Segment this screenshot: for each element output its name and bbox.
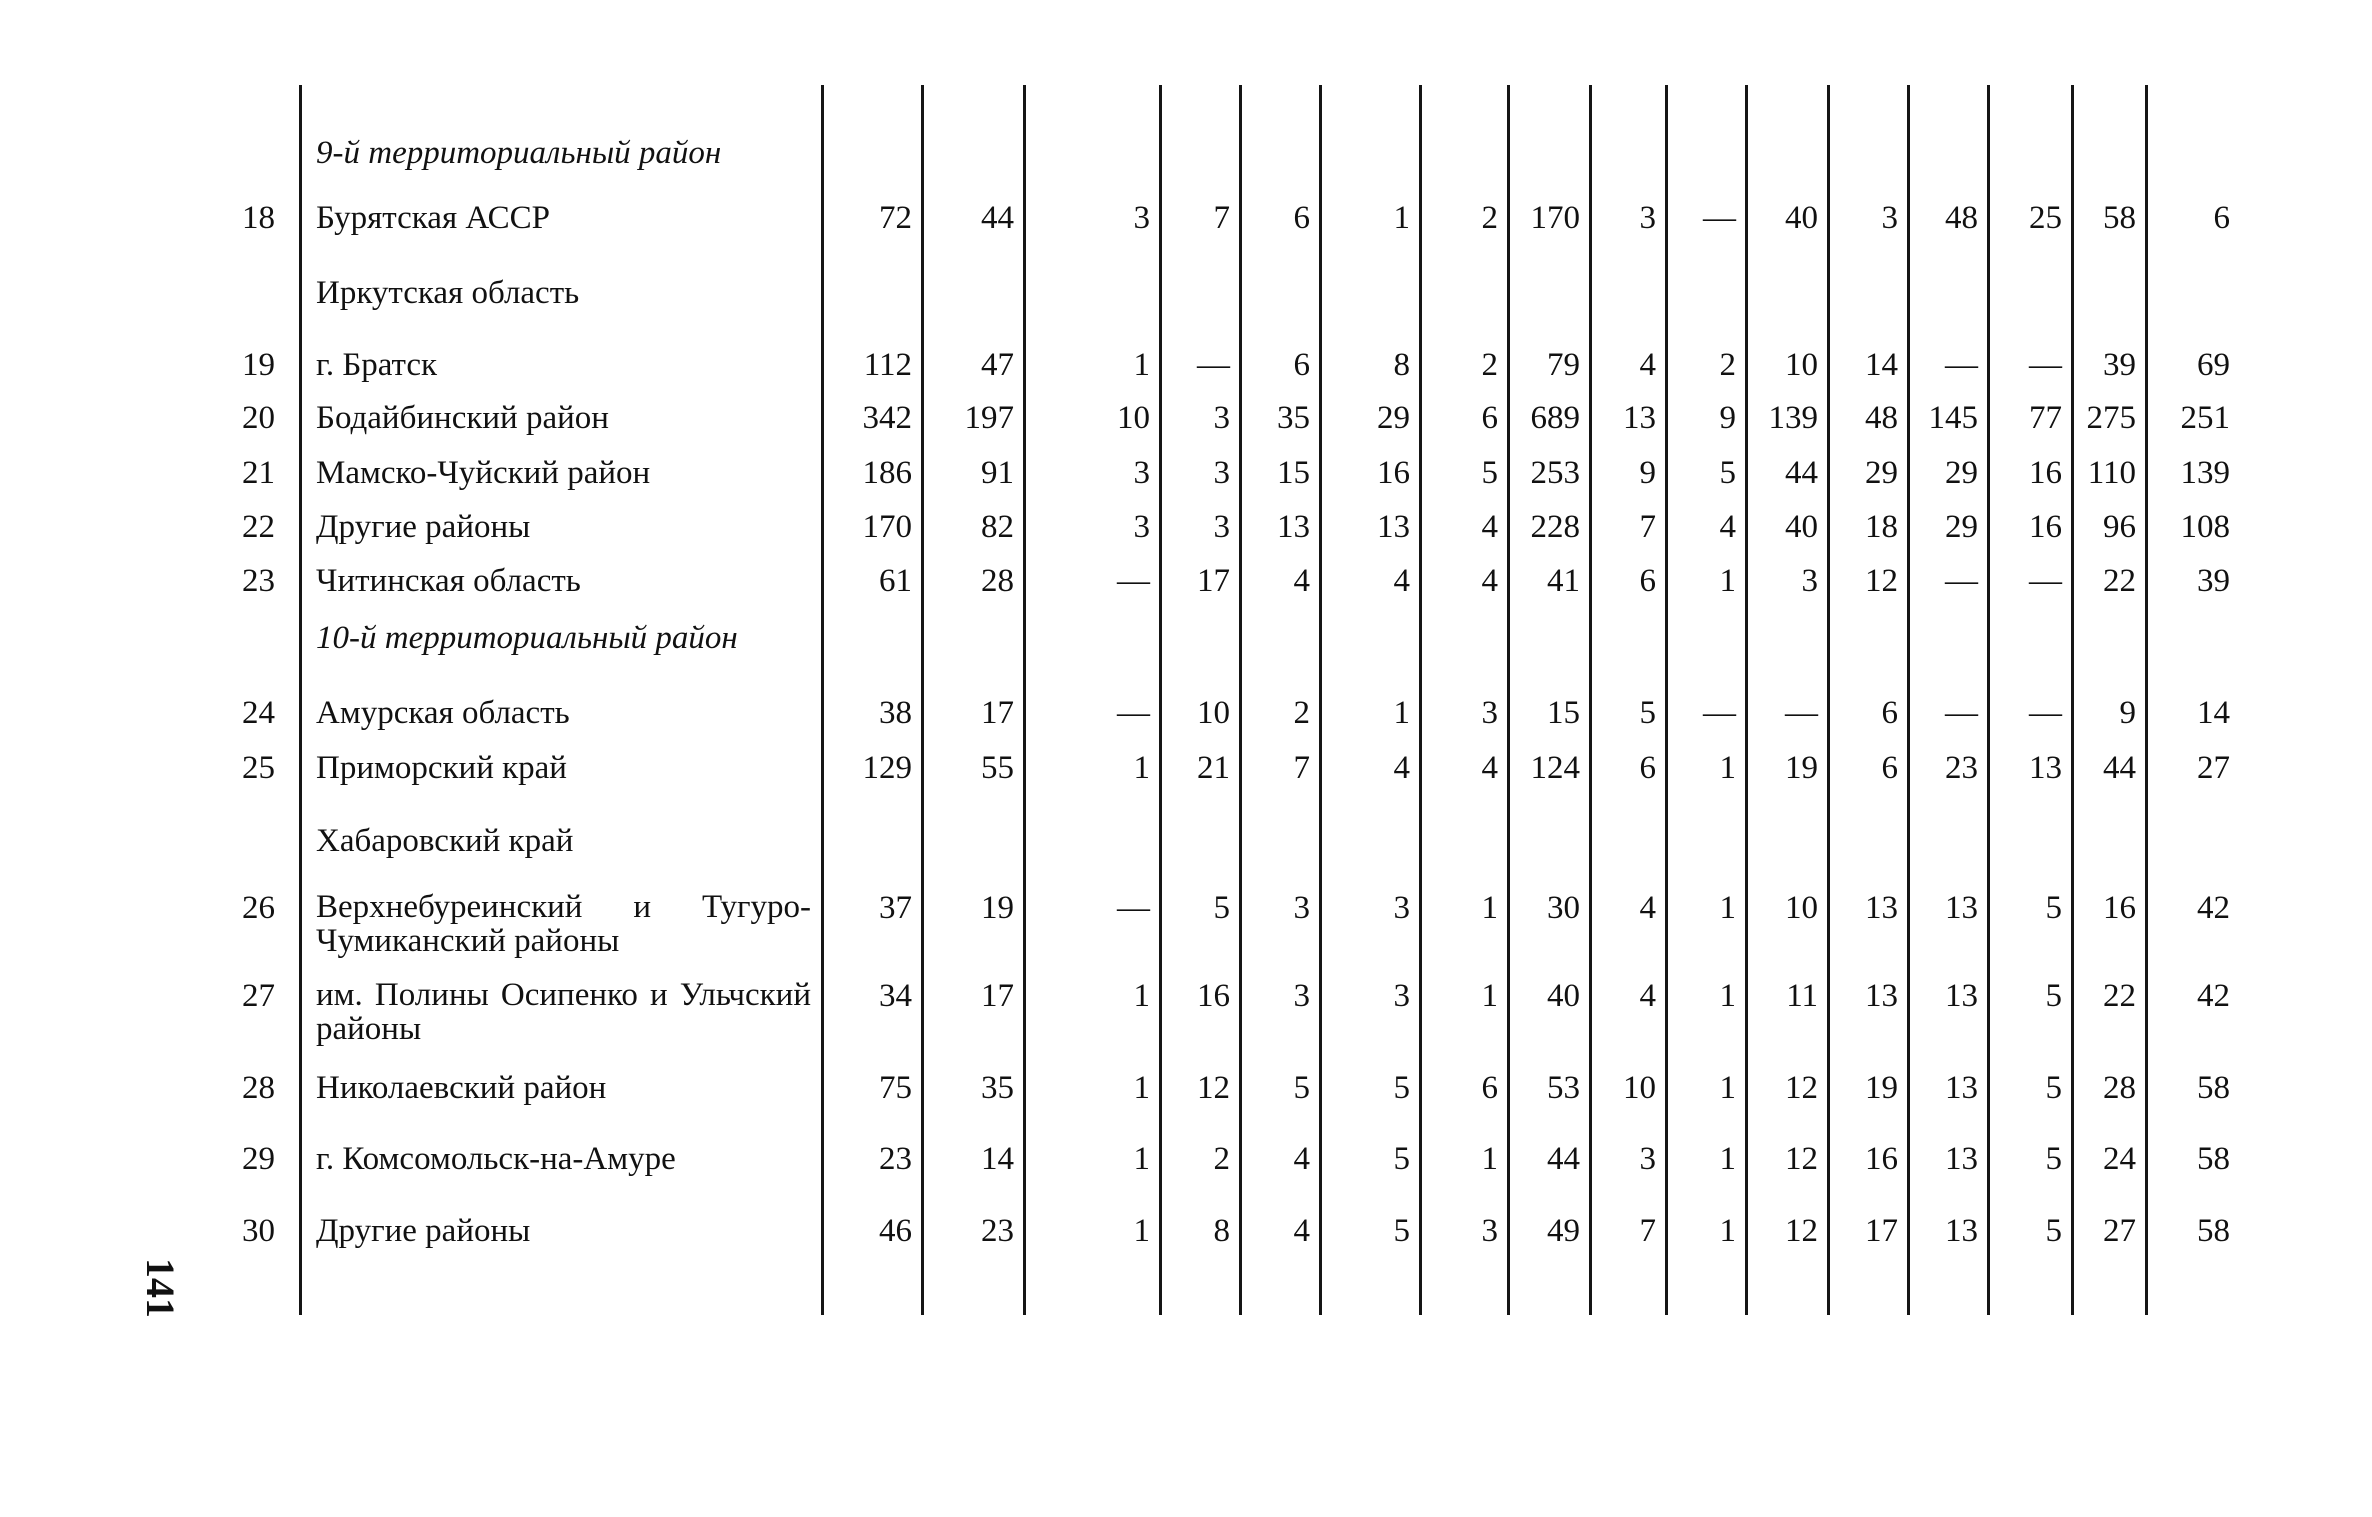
value-cell: 6 [1639,750,1656,786]
value-cell: 44 [2103,750,2136,786]
value-cell: 10 [1623,1070,1656,1106]
column-rule [2145,85,2148,1315]
value-cell: 58 [2197,1141,2230,1177]
value-cell: 13 [1623,400,1656,436]
value-cell: 42 [2197,890,2230,926]
column-rule [1827,85,1830,1315]
row-number: 18 [242,200,275,236]
value-cell: 53 [1547,1070,1580,1106]
value-cell: 1 [1133,1070,1150,1106]
row-label: г. Братск [316,347,438,383]
value-cell: 4 [1293,1213,1310,1249]
value-cell: 1 [1393,695,1410,731]
value-cell: 6 [2213,200,2230,236]
value-cell: 7 [1293,750,1310,786]
value-cell: 8 [1393,347,1410,383]
column-rule [1745,85,1748,1315]
value-cell: 3 [1293,978,1310,1014]
value-cell: 6 [1293,200,1310,236]
value-cell: 11 [1786,978,1818,1014]
value-cell: 2 [1481,347,1498,383]
value-cell: 1 [1133,978,1150,1014]
value-cell: 40 [1547,978,1580,1014]
column-rule [2071,85,2074,1315]
value-cell: 1 [1719,890,1736,926]
value-cell: 17 [1865,1213,1898,1249]
value-cell: 1 [1719,1213,1736,1249]
value-cell: 29 [1945,455,1978,491]
value-cell: 12 [1785,1141,1818,1177]
value-cell: 5 [1393,1141,1410,1177]
value-cell: 108 [2180,509,2230,545]
value-cell: 37 [879,890,912,926]
row-number: 21 [242,455,275,491]
value-cell: 1 [1719,563,1736,599]
value-cell: 7 [1213,200,1230,236]
value-cell: 14 [981,1141,1014,1177]
value-cell: 112 [863,347,912,383]
value-cell: 4 [1393,750,1410,786]
value-cell: 7 [1639,509,1656,545]
value-cell: 3 [1213,509,1230,545]
value-cell: 145 [1928,400,1978,436]
value-cell: — [1117,890,1150,926]
value-cell: 39 [2197,563,2230,599]
value-cell: — [2029,695,2062,731]
value-cell: 9 [2119,695,2136,731]
value-cell: 16 [1377,455,1410,491]
value-cell: 44 [1547,1141,1580,1177]
value-cell: 197 [964,400,1014,436]
column-rule [1419,85,1422,1315]
row-number: 25 [242,750,275,786]
value-cell: 12 [1785,1070,1818,1106]
value-cell: 2 [1719,347,1736,383]
column-rule [1159,85,1162,1315]
value-cell: 139 [2180,455,2230,491]
column-rule [1239,85,1242,1315]
value-cell: 19 [1865,1070,1898,1106]
value-cell: 5 [2045,978,2062,1014]
value-cell: 49 [1547,1213,1580,1249]
value-cell: 3 [1213,455,1230,491]
value-cell: — [1703,200,1736,236]
column-rule [1665,85,1668,1315]
row-label: Приморский край [316,750,567,786]
value-cell: 16 [1197,978,1230,1014]
value-cell: 16 [2029,509,2062,545]
value-cell: 4 [1481,750,1498,786]
value-cell: 46 [879,1213,912,1249]
value-cell: 13 [1277,509,1310,545]
value-cell: 13 [1945,1141,1978,1177]
value-cell: — [1945,563,1978,599]
value-cell: 34 [879,978,912,1014]
value-cell: 7 [1639,1213,1656,1249]
value-cell: 5 [1719,455,1736,491]
value-cell: 342 [862,400,912,436]
value-cell: 48 [1945,200,1978,236]
value-cell: — [1945,347,1978,383]
value-cell: 228 [1530,509,1580,545]
value-cell: 91 [981,455,1014,491]
value-cell: 48 [1865,400,1898,436]
value-cell: 22 [2103,978,2136,1014]
column-rule [299,85,302,1315]
value-cell: 1 [1133,1213,1150,1249]
value-cell: 14 [2197,695,2230,731]
value-cell: 55 [981,750,1014,786]
value-cell: 22 [2103,563,2136,599]
value-cell: 41 [1547,563,1580,599]
row-label: г. Комсомольск-на-Амуре [316,1141,676,1177]
row-label: Амурская область [316,695,570,731]
column-rule [1023,85,1026,1315]
page-number: 141 [138,1258,183,1318]
value-cell: 77 [2029,400,2062,436]
value-cell: 16 [2103,890,2136,926]
value-cell: 5 [1639,695,1656,731]
value-cell: 6 [1639,563,1656,599]
value-cell: 35 [981,1070,1014,1106]
value-cell: 96 [2103,509,2136,545]
value-cell: — [1117,695,1150,731]
value-cell: — [1703,695,1736,731]
value-cell: 42 [2197,978,2230,1014]
value-cell: 5 [1393,1213,1410,1249]
value-cell: 110 [2087,455,2136,491]
value-cell: 186 [862,455,912,491]
value-cell: 139 [1768,400,1818,436]
value-cell: 129 [862,750,912,786]
value-cell: 40 [1785,509,1818,545]
value-cell: 58 [2197,1070,2230,1106]
value-cell: 1 [1719,750,1736,786]
value-cell: 61 [879,563,912,599]
column-rule [921,85,924,1315]
value-cell: — [1945,695,1978,731]
value-cell: 4 [1293,1141,1310,1177]
value-cell: 3 [1393,978,1410,1014]
row-number: 26 [242,890,275,926]
value-cell: 17 [981,695,1014,731]
row-number: 28 [242,1070,275,1106]
section-heading: 9-й территориальный район [316,135,722,171]
value-cell: 3 [1133,200,1150,236]
value-cell: 23 [981,1213,1014,1249]
value-cell: 2 [1481,200,1498,236]
value-cell: 19 [1785,750,1818,786]
column-rule [821,85,824,1315]
value-cell: 10 [1785,890,1818,926]
value-cell: 4 [1719,509,1736,545]
value-cell: 44 [981,200,1014,236]
row-number: 30 [242,1213,275,1249]
value-cell: 25 [2029,200,2062,236]
value-cell: 40 [1785,200,1818,236]
row-number: 29 [242,1141,275,1177]
value-cell: 21 [1197,750,1230,786]
value-cell: 47 [981,347,1014,383]
value-cell: 13 [1945,1213,1978,1249]
value-cell: 3 [1481,1213,1498,1249]
value-cell: 6 [1293,347,1310,383]
row-label: Другие районы [316,509,531,545]
row-number: 22 [242,509,275,545]
value-cell: 23 [879,1141,912,1177]
value-cell: — [1785,695,1818,731]
value-cell: 23 [1945,750,1978,786]
value-cell: 3 [1213,400,1230,436]
value-cell: 275 [2086,400,2136,436]
value-cell: 12 [1865,563,1898,599]
value-cell: 124 [1530,750,1580,786]
value-cell: 82 [981,509,1014,545]
value-cell: 1 [1481,1141,1498,1177]
value-cell: 75 [879,1070,912,1106]
value-cell: 3 [1639,1141,1656,1177]
value-cell: 5 [1393,1070,1410,1106]
value-cell: 3 [1133,509,1150,545]
row-number: 27 [242,978,275,1014]
value-cell: 9 [1639,455,1656,491]
value-cell: 1 [1481,890,1498,926]
row-label: им. Полины Осипенко и Ульчский районы [316,977,811,1047]
value-cell: 44 [1785,455,1818,491]
value-cell: 29 [1945,509,1978,545]
value-cell: 13 [1865,890,1898,926]
value-cell: — [1197,347,1230,383]
value-cell: 170 [1530,200,1580,236]
value-cell: 29 [1865,455,1898,491]
value-cell: 3 [1801,563,1818,599]
value-cell: 39 [2103,347,2136,383]
subheader-label: Иркутская область [316,275,580,311]
value-cell: 69 [2197,347,2230,383]
value-cell: 3 [1133,455,1150,491]
value-cell: 6 [1481,1070,1498,1106]
value-cell: 28 [981,563,1014,599]
value-cell: 6 [1481,400,1498,436]
value-cell: 689 [1530,400,1580,436]
value-cell: — [2029,347,2062,383]
value-cell: 28 [2103,1070,2136,1106]
value-cell: 3 [1293,890,1310,926]
value-cell: 27 [2197,750,2230,786]
value-cell: 38 [879,695,912,731]
value-cell: 1 [1719,978,1736,1014]
value-cell: 72 [879,200,912,236]
value-cell: 170 [862,509,912,545]
value-cell: 13 [1377,509,1410,545]
column-rule [1589,85,1592,1315]
value-cell: 30 [1547,890,1580,926]
value-cell: 2 [1213,1141,1230,1177]
value-cell: 5 [2045,1141,2062,1177]
subheader-label: Хабаровский край [316,823,574,859]
column-rule [1507,85,1510,1315]
value-cell: 8 [1213,1213,1230,1249]
value-cell: 6 [1881,750,1898,786]
value-cell: 13 [1945,890,1978,926]
value-cell: 16 [1865,1141,1898,1177]
value-cell: 17 [1197,563,1230,599]
row-number: 19 [242,347,275,383]
value-cell: 5 [2045,1070,2062,1106]
row-label: Читинская область [316,563,581,599]
value-cell: 4 [1393,563,1410,599]
column-rule [1987,85,1990,1315]
column-rule [1319,85,1322,1315]
value-cell: 4 [1481,509,1498,545]
value-cell: 13 [1945,1070,1978,1106]
value-cell: 1 [1133,750,1150,786]
row-number: 20 [242,400,275,436]
value-cell: 1 [1133,1141,1150,1177]
value-cell: 27 [2103,1213,2136,1249]
value-cell: — [2029,563,2062,599]
value-cell: 17 [981,978,1014,1014]
value-cell: 1 [1133,347,1150,383]
value-cell: 12 [1785,1213,1818,1249]
value-cell: 251 [2180,400,2230,436]
value-cell: 4 [1639,890,1656,926]
value-cell: 2 [1293,695,1310,731]
value-cell: 1 [1719,1070,1736,1106]
value-cell: 253 [1530,455,1580,491]
value-cell: 3 [1393,890,1410,926]
value-cell: 19 [981,890,1014,926]
value-cell: 10 [1117,400,1150,436]
value-cell: 3 [1881,200,1898,236]
row-label: Николаевский район [316,1070,607,1106]
row-label: Верхнебуреинский и Тугуро-Чумиканский районы [316,889,811,959]
value-cell: 1 [1481,978,1498,1014]
section-heading: 10-й территориальный район [316,620,738,656]
value-cell: 6 [1881,695,1898,731]
value-cell: 5 [1293,1070,1310,1106]
value-cell: 10 [1785,347,1818,383]
value-cell: 4 [1481,563,1498,599]
value-cell: 5 [1481,455,1498,491]
value-cell: 15 [1277,455,1310,491]
row-label: Другие районы [316,1213,531,1249]
row-label: Бурятская АССР [316,200,550,236]
value-cell: 4 [1293,563,1310,599]
value-cell: 79 [1547,347,1580,383]
row-label: Бодайбинский район [316,400,609,436]
value-cell: 18 [1865,509,1898,545]
value-cell: 5 [2045,890,2062,926]
row-label: Мамско-Чуйский район [316,455,651,491]
value-cell: 10 [1197,695,1230,731]
value-cell: 4 [1639,978,1656,1014]
value-cell: 24 [2103,1141,2136,1177]
value-cell: 1 [1719,1141,1736,1177]
value-cell: 3 [1639,200,1656,236]
column-rule [1907,85,1910,1315]
value-cell: 12 [1197,1070,1230,1106]
value-cell: 1 [1393,200,1410,236]
value-cell: 13 [2029,750,2062,786]
value-cell: 5 [2045,1213,2062,1249]
value-cell: 4 [1639,347,1656,383]
row-number: 23 [242,563,275,599]
value-cell: 13 [1865,978,1898,1014]
value-cell: 35 [1277,400,1310,436]
value-cell: — [1117,563,1150,599]
value-cell: 13 [1945,978,1978,1014]
row-number: 24 [242,695,275,731]
value-cell: 5 [1213,890,1230,926]
value-cell: 29 [1377,400,1410,436]
value-cell: 14 [1865,347,1898,383]
value-cell: 58 [2103,200,2136,236]
value-cell: 9 [1719,400,1736,436]
value-cell: 3 [1481,695,1498,731]
value-cell: 16 [2029,455,2062,491]
value-cell: 58 [2197,1213,2230,1249]
value-cell: 15 [1547,695,1580,731]
